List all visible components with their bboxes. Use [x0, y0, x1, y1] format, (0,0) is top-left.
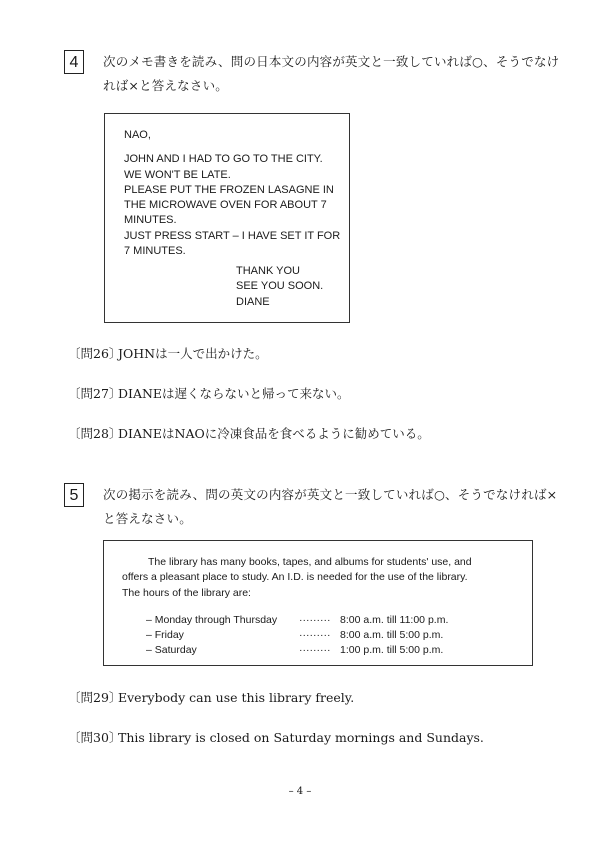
- section-4-instruction-line2: れば×と答えなさい。: [103, 78, 228, 93]
- section-5-instruction-line2: と答えなさい。: [103, 511, 192, 526]
- question-27: [68, 386, 350, 402]
- section-4-instruction: [103, 50, 573, 98]
- memo-closing: [236, 264, 323, 310]
- memo-line: JUST PRESS START – I HAVE SET IT FOR: [124, 229, 341, 242]
- hours-day: – Friday: [146, 629, 184, 641]
- question-text: JOHNは一人で出かけた。: [118, 346, 268, 361]
- question-text: Everybody can use this library freely.: [118, 690, 355, 705]
- section-5-instruction-line1: 次の掲示を読み、問の英文の内容が英文と一致していれば○、そうでなければ×: [103, 487, 558, 502]
- question-30: [68, 730, 484, 746]
- memo-line: JOHN AND I HAD TO GO TO THE CITY.: [124, 153, 323, 166]
- hours-time: 1:00 p.m. till 5:00 p.m.: [340, 644, 444, 656]
- hours-time: 8:00 a.m. till 5:00 p.m.: [340, 629, 444, 641]
- hours-time: 8:00 a.m. till 11:00 p.m.: [340, 614, 449, 626]
- question-label: 〔問30〕: [68, 730, 122, 745]
- question-label: 〔問28〕: [68, 426, 122, 441]
- hours-leader: ·········: [299, 644, 331, 656]
- memo-line: PLEASE PUT THE FROZEN LASAGNE IN: [124, 183, 334, 196]
- hours-leader: ·········: [299, 614, 331, 626]
- hours-day: – Saturday: [146, 644, 197, 656]
- notice-line: The hours of the library are:: [122, 586, 251, 599]
- memo-closing-line: THANK YOU: [236, 265, 300, 277]
- hours-leader: ·········: [299, 629, 331, 641]
- notice-text: [122, 555, 527, 601]
- notice-line: offers a pleasant place to study. An I.D. is needed for the use of the library.: [122, 571, 468, 584]
- section-4-number: 4: [64, 50, 84, 74]
- question-label: 〔問29〕: [68, 690, 122, 705]
- question-26: [68, 346, 268, 362]
- memo-salutation: NAO,: [124, 129, 151, 141]
- section-5-instruction: [103, 483, 573, 531]
- section-4-instruction-line1: 次のメモ書きを読み、問の日本文の内容が英文と一致していれば○、そうでなけ: [103, 54, 560, 69]
- question-text: DIANEはNAOに冷凍食品を食べるように勧めている。: [118, 426, 430, 441]
- section-5-number: 5: [64, 483, 84, 507]
- memo-closing-line: SEE YOU SOON.: [236, 280, 324, 293]
- hours-day: – Monday through Thursday: [146, 614, 278, 626]
- memo-line: MINUTES.: [124, 214, 177, 227]
- notice-line: The library has many books, tapes, and albums for students' use, and: [148, 556, 472, 568]
- question-text: This library is closed on Saturday mornings and Sundays.: [118, 730, 484, 745]
- question-text: DIANEは遅くならないと帰って来ない。: [118, 386, 350, 401]
- memo-line: WE WON'T BE LATE.: [124, 168, 231, 181]
- question-label: 〔問26〕: [68, 346, 122, 361]
- question-29: [68, 690, 354, 706]
- page-number: – 4 –: [288, 786, 312, 797]
- question-28: [68, 426, 430, 442]
- memo-text: [124, 128, 340, 259]
- memo-line: 7 MINUTES.: [124, 245, 186, 258]
- memo-signature: DIANE: [236, 295, 270, 308]
- question-label: 〔問27〕: [68, 386, 122, 401]
- memo-line: THE MICROWAVE OVEN FOR ABOUT 7: [124, 199, 327, 212]
